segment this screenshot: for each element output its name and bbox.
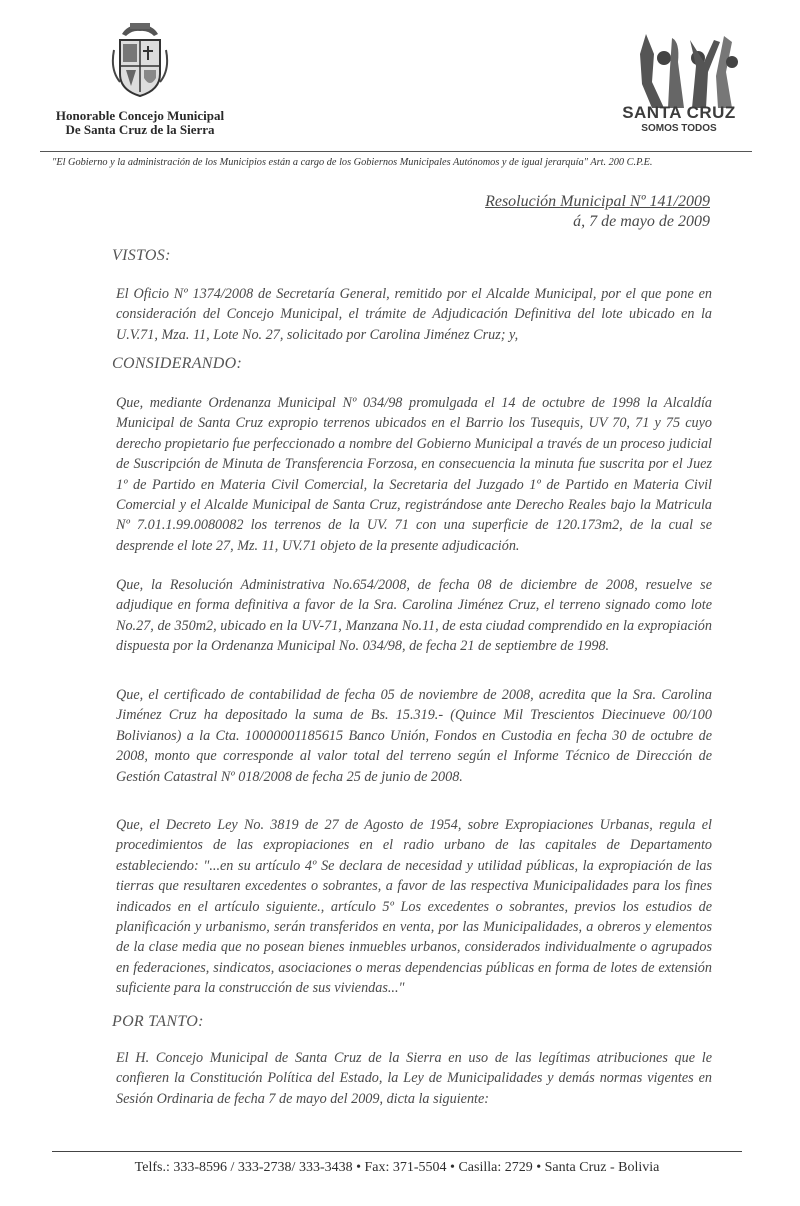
header-divider (40, 151, 752, 152)
resolution-date: á, 7 de mayo de 2009 (573, 213, 710, 230)
council-name-line2: De Santa Cruz de la Sierra (65, 122, 215, 137)
section-considerando: CONSIDERANDO: (112, 355, 243, 372)
vistos-paragraph: El Oficio Nº 1374/2008 de Secretaría General, remitido por el Alcalde Municipal, por el que pone en consideración del Concejo Municipal, el trámite de Adjudicación Definitiva del lote ubicado en la U.V.71, Mza. 11, Lote No. 27, solicitado por Carolina Jiménez Cruz; y, (116, 286, 712, 343)
section-vistos: VISTOS: (112, 247, 171, 264)
resolution-title: Resolución Municipal Nº 141/2009 (485, 193, 710, 210)
footer-divider (52, 1151, 742, 1152)
logo-name: SANTA CRUZ (622, 103, 736, 122)
santa-cruz-logo-icon (628, 32, 748, 110)
council-name-line1: Honorable Concejo Municipal (55, 108, 225, 123)
footer-contact: Telfs.: 333-8596 / 333-2738/ 333-3438 • Fax: 371-5504 • Casilla: 2729 • Santa Cruz - Bolivia (134, 1160, 660, 1175)
considerando-paragraph-2: Que, la Resolución Administrativa No.654/2008, de fecha 08 de diciembre de 2008, resuelve se adjudique en forma definitiva a favor de la Sra. Carolina Jiménez Cruz, el terreno signado como lote No.27, de 350m2, ubicado en la UV-71, Manzana No.11, de esta ciudad comprendido en la expropiación dispuesta por la Ordenanza Municipal No. 034/98, de fecha 21 de septiembre de 1998. (116, 577, 712, 655)
considerando-paragraph-3: Que, el certificado de contabilidad de fecha 05 de noviembre de 2008, acredita que la Sra. Carolina Jiménez Cruz ha depositado la suma de Bs. 15.319.- (Quince Mil Trescientos Diecinueve 00/100 Bolivianos) a la Cta. 10000001185615 Banco Unión, Fondos en Custodia en fecha 30 de octubre de 2008, monto que corresponde al valor total del terreno según el Informe Técnico de Dirección de Gestión Catastral Nº 018/2008 de fecha 25 de junio de 2008. (116, 687, 712, 785)
considerando-paragraph-4: Que, el Decreto Ley No. 3819 de 27 de Agosto de 1954, sobre Expropiaciones Urbanas, regula el procedimientos de las expropiaciones en el radio urbano de las capitales de Departamento estableciendo: "...en su artículo 4º Se declara de necesidad y utilidad públicas, la expropiación de las tierras que resultaren excedentes o sobrantes, a favor de las respectiva Municipalidades para los fines indicados en el artículo siguiente., artículo 5º Los excedentes o sobrantes, previos los estudios de planificación y urbanismo, serán transferidos en venta, por las Municipalidades, a obreros y elementos de la clase media que no posean bienes inmuebles urbanos, considerados individualmente o agrupados en federaciones, sindicatos, asociaciones o meras dependencias públicas en forma de lotes de extensión suficiente para la construcción de sus viviendas..." (116, 817, 712, 997)
considerando-paragraph-1: Que, mediante Ordenanza Municipal Nº 034/98 promulgada el 14 de octubre de 1998 la Alcaldía Municipal de Santa Cruz expropio terrenos ubicados en el Barrio los Tusequis, UV 70, 71 y 75 cuyo derecho propietario fue perfeccionado a nombre del Gobierno Municipal a través de un proceso judicial de Suscripción de Minuta de Transferencia Forzosa, en consecuencia la minuta fue suscrita por el Juez 1º de Partido en Materia Civil Comercial, la Secretaria del Juzgado 1º de Partido en Materia Civil Comercial y el Alcalde Municipal de Santa Cruz, registrándose ante Derecho Reales bajo la Matricula Nº 7.01.1.99.0080082 los terrenos de la UV. 71 con una superficie de 120.173m2, de la cual se desprende el lote 27, Mz. 11, UV.71 objeto de la presente adjudicación. (116, 395, 712, 554)
logo-slogan: SOMOS TODOS (641, 123, 717, 134)
coat-of-arms-icon (108, 20, 172, 100)
section-por-tanto: POR TANTO: (112, 1013, 204, 1030)
por-tanto-paragraph: El H. Concejo Municipal de Santa Cruz de la Sierra en uso de las legítimas atribuciones que le confieren la Constitución Política del Estado, la Ley de Municipalidades y demás normas vigentes en Sesión Ordinaria de fecha 7 de mayo del 2009, dicta la siguiente: (116, 1050, 712, 1107)
constitution-motto: "El Gobierno y la administración de los Municipios están a cargo de los Gobiernos Municipales Autónomos y de igual jerarquía" Art. 200 C.P.E. (52, 157, 653, 168)
